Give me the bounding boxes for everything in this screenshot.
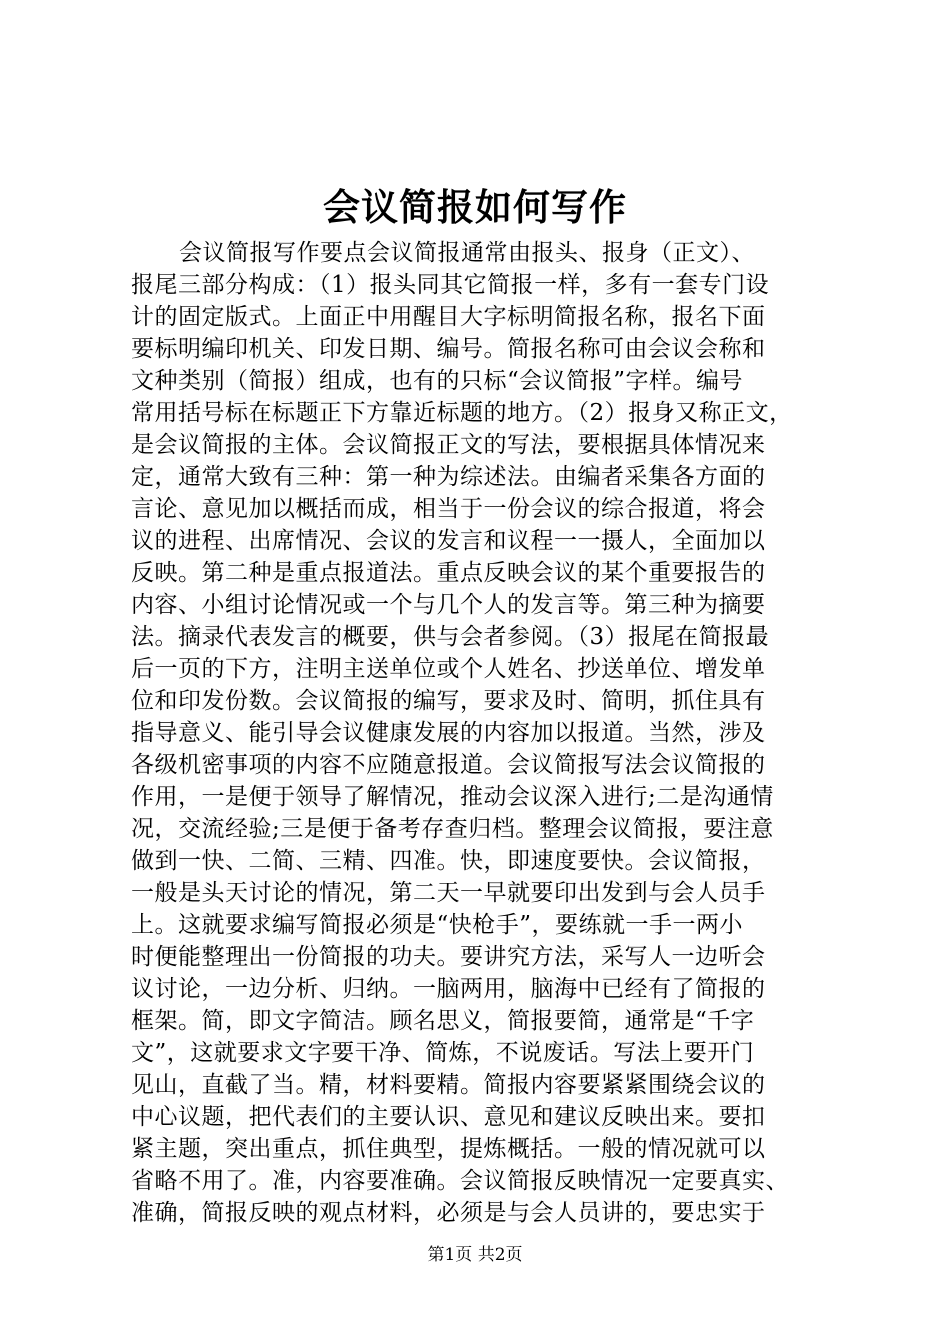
- body-text-line: 位和印发份数。会议简报的编写，要求及时、简明，抓住具有: [131, 688, 766, 714]
- body-text-line: 计的固定版式。上面正中用醒目大字标明简报名称，报名下面: [131, 304, 766, 330]
- body-text-line: 中心议题，把代表们的主要认识、意见和建议反映出来。要扣: [131, 1104, 766, 1130]
- body-text-line: 议的进程、出席情况、会议的发言和议程一一摄人，全面加以: [131, 528, 766, 554]
- body-text-line: 见山，直截了当。精，材料要精。简报内容要紧紧围绕会议的: [131, 1072, 766, 1098]
- body-text-line: 是会议简报的主体。会议简报正文的写法，要根据具体情况来: [131, 432, 766, 458]
- body-text-line: 报尾三部分构成：（1）报头同其它简报一样，多有一套专门设: [131, 272, 770, 298]
- body-text-line: 况，交流经验;三是便于备考存查归档。整理会议简报，要注意: [131, 816, 774, 842]
- body-text-line: 议讨论，一边分析、归纳。一脑两用，脑海中已经有了简报的: [131, 976, 766, 1002]
- body-text-line: 指导意义、能引导会议健康发展的内容加以报道。当然，涉及: [131, 720, 766, 746]
- body-text-line: 言论、意见加以概括而成，相当于一份会议的综合报道，将会: [131, 496, 766, 522]
- body-text-line: 反映。第二种是重点报道法。重点反映会议的某个重要报告的: [131, 560, 766, 586]
- body-text-line: 文种类别（简报）组成，也有的只标“会议简报”字样。编号: [131, 368, 744, 394]
- document-title: 会议简报如何写作: [323, 185, 627, 229]
- body-text-line: 要标明编印机关、印发日期、编号。简报名称可由会议会称和: [131, 336, 766, 362]
- body-text-line: 上。这就要求编写简报必须是“快枪手”，要练就一手一两小: [131, 912, 744, 938]
- body-text-line: 定，通常大致有三种：第一种为综述法。由编者采集各方面的: [131, 464, 766, 490]
- body-text-line: 时便能整理出一份简报的功夫。要讲究方法，采写人一边听会: [131, 944, 766, 970]
- body-text-line: 一般是头天讨论的情况，第二天一早就要印出发到与会人员手: [131, 880, 766, 906]
- body-text-line: 紧主题，突出重点，抓住典型，提炼概括。一般的情况就可以: [131, 1136, 766, 1162]
- document-body: [131, 237, 831, 1229]
- body-text-line: 作用，一是便于领导了解情况，推动会议深入进行;二是沟通情: [131, 784, 774, 810]
- page-number-footer: 第1页 共2页: [427, 1245, 523, 1265]
- body-text-line: 后一页的下方，注明主送单位或个人姓名、抄送单位、增发单: [131, 656, 766, 682]
- body-text-line: 准确，简报反映的观点材料，必须是与会人员讲的，要忠实于: [131, 1200, 766, 1226]
- body-text-line: 文”，这就要求文字要干净、简炼，不说废话。写法上要开门: [131, 1040, 755, 1066]
- body-text-line: 法。摘录代表发言的概要，供与会者参阅。（3）报尾在简报最: [131, 624, 770, 650]
- body-text-line: 省略不用了。准，内容要准确。会议简报反映情况一定要真实、: [131, 1168, 789, 1194]
- body-text-line: 各级机密事项的内容不应随意报道。会议简报写法会议简报的: [131, 752, 766, 778]
- body-text-line: 会议简报写作要点会议简报通常由报头、报身（正文）、: [179, 240, 755, 266]
- body-text-line: 常用括号标在标题正下方靠近标题的地方。（2）报身又称正文，: [131, 400, 793, 426]
- body-text-line: 框架。简，即文字简洁。顾名思义，简报要简，通常是“千字: [131, 1008, 755, 1034]
- body-text-line: 做到一快、二简、三精、四准。快，即速度要快。会议简报，: [131, 848, 766, 874]
- body-text-line: 内容、小组讨论情况或一个与几个人的发言等。第三种为摘要: [131, 592, 766, 618]
